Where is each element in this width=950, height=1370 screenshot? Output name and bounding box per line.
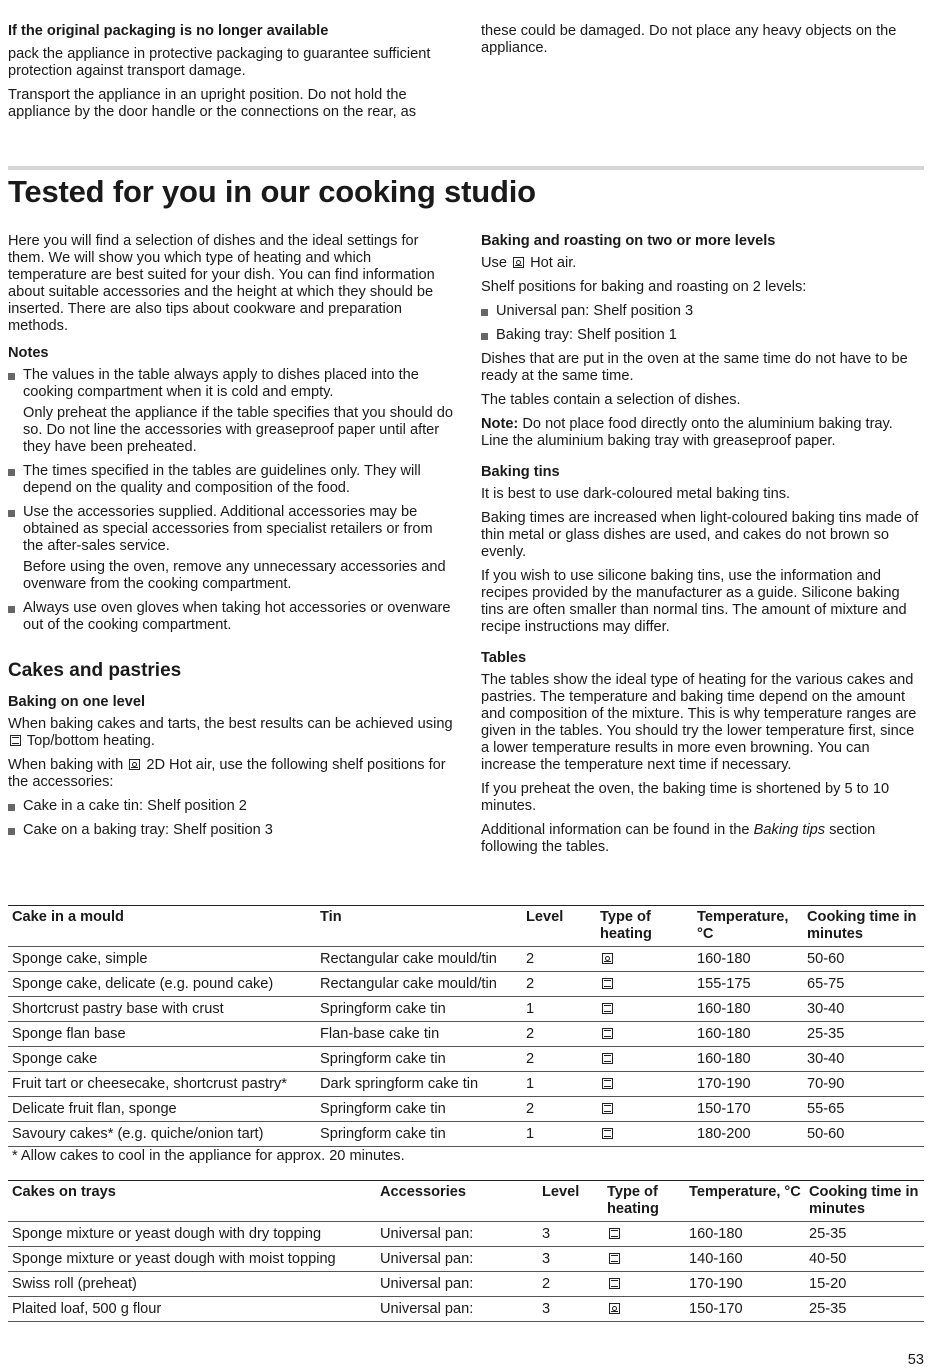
top-bottom-heating-icon (602, 1078, 613, 1089)
table-cell: 170-190 (693, 1072, 803, 1097)
top-bottom-heating-icon (602, 1053, 613, 1064)
tables-paragraph-3: Additional information can be found in the Baking tips section following the tables. (481, 822, 876, 855)
list-item: The values in the table always apply to dishes placed into the cooking compartment when it is cold and empty. Only preheat the appliance if the table specifies that you should do so. Do not line the accessories with greaseproof paper until after they have been preheated. (8, 367, 453, 456)
list-item: The times specified in the tables are guidelines only. They will depend on the quality and composition of the food. (8, 463, 453, 497)
same-time-paragraph: Dishes that are put in the oven at the same time do not have to be ready at the same time. (481, 351, 908, 384)
hot-air-paragraph: When baking with 2D Hot air, use the following shelf positions for the accessories: (8, 757, 446, 790)
tables-paragraph-2: If you preheat the oven, the baking time is shortened by 5 to 10 minutes. (481, 781, 890, 814)
table-cell: Plaited loaf, 500 g flour (8, 1297, 376, 1322)
table-cell: 50-60 (803, 947, 924, 972)
heating-type-cell (596, 947, 693, 972)
heating-type-cell (596, 1047, 693, 1072)
table-cell: Rectangular cake mould/tin (316, 947, 522, 972)
tins-paragraph-3: If you wish to use silicone baking tins, use the information and recipes provided by the manufacturer as a guide. Silicone baking tins are often smaller than normal tins. The amount of mixture and recipe instructions may differ. (481, 568, 907, 635)
column-header: Tin (316, 906, 522, 947)
table-cell: 160-180 (693, 1047, 803, 1072)
column-header: Accessories (376, 1181, 538, 1222)
heating-type-cell (596, 1097, 693, 1122)
section-divider (8, 166, 924, 170)
two-level-shelf-list (481, 303, 921, 344)
heating-type-cell (596, 997, 693, 1022)
hot-air-2d-icon (129, 759, 140, 770)
transport-continued: these could be damaged. Do not place any heavy objects on the appliance. (481, 23, 897, 56)
hot-air-2d-icon (602, 953, 613, 964)
table-row (8, 1022, 924, 1047)
column-header: Level (538, 1181, 603, 1222)
packaging-paragraph: pack the appliance in protective packaging to guarantee sufficient protection against transport damage. (8, 46, 431, 79)
table-cell: 2 (522, 1097, 596, 1122)
table-footnote: * Allow cakes to cool in the appliance for approx. 20 minutes. (12, 1148, 405, 1164)
table-row (8, 1097, 924, 1122)
table-cell: Universal pan: (376, 1297, 538, 1322)
table-cell: 1 (522, 1072, 596, 1097)
tables-contain-paragraph: The tables contain a selection of dishes. (481, 392, 741, 408)
table-cell: 30-40 (803, 997, 924, 1022)
baking-tins-heading: Baking tins (481, 464, 560, 480)
left-column (8, 233, 453, 846)
list-item: Baking tray: Shelf position 1 (481, 327, 921, 344)
table-cell: 160-180 (693, 947, 803, 972)
column-header: Cake in a mould (8, 906, 316, 947)
heating-type-cell (603, 1222, 685, 1247)
table-cell: Springform cake tin (316, 997, 522, 1022)
table-row (8, 997, 924, 1022)
two-levels-heading: Baking and roasting on two or more levels (481, 233, 776, 249)
table-cell: Fruit tart or cheesecake, shortcrust pastry* (8, 1072, 316, 1097)
column-header: Type of heating (596, 906, 693, 947)
top-bottom-heating-icon (609, 1278, 620, 1289)
column-header: Level (522, 906, 596, 947)
top-bottom-heating-icon (602, 1003, 613, 1014)
table-cell: 3 (538, 1247, 603, 1272)
table-row (8, 972, 924, 997)
list-item: Use the accessories supplied. Additional accessories may be obtained as special accessories from specialist retailers or from the after-sales service. Before using the oven, remove any unnecessary accessories and ovenware from the cooking compartment. (8, 504, 453, 593)
table-cell: 70-90 (803, 1072, 924, 1097)
column-header: Type of heating (603, 1181, 685, 1222)
table-cell: 2 (538, 1272, 603, 1297)
table-header-row (8, 906, 924, 947)
notes-list (8, 367, 453, 634)
table-cell: 2 (522, 972, 596, 997)
table-row (8, 1247, 924, 1272)
table-cell: Universal pan: (376, 1247, 538, 1272)
shelf-intro: Shelf positions for baking and roasting on 2 levels: (481, 279, 807, 295)
table-cell: 65-75 (803, 972, 924, 997)
table-cell: Sponge mixture or yeast dough with moist topping (8, 1247, 376, 1272)
table-row (8, 1297, 924, 1322)
table-cell: 50-60 (803, 1122, 924, 1147)
table-cell: 155-175 (693, 972, 803, 997)
table-cell: 3 (538, 1297, 603, 1322)
one-level-heading: Baking on one level (8, 694, 146, 710)
table-cell: 150-170 (685, 1297, 805, 1322)
table-row (8, 1122, 924, 1147)
table-cell: 55-65 (803, 1097, 924, 1122)
top-bottom-heating-icon (602, 1128, 613, 1139)
table-cell: 2 (522, 1047, 596, 1072)
shelf-position-list (8, 798, 453, 839)
table-cell: Flan-base cake tin (316, 1022, 522, 1047)
table-cell: 150-170 (693, 1097, 803, 1122)
heating-type-cell (596, 1122, 693, 1147)
table-cell: 1 (522, 1122, 596, 1147)
table-cell: 25-35 (803, 1022, 924, 1047)
hot-air-icon (513, 257, 524, 268)
table-cell: Delicate fruit flan, sponge (8, 1097, 316, 1122)
table-cell: 1 (522, 997, 596, 1022)
top-left-column (8, 23, 453, 128)
heating-type-cell (603, 1272, 685, 1297)
list-item: Cake in a cake tin: Shelf position 2 (8, 798, 453, 815)
table-cell: Universal pan: (376, 1222, 538, 1247)
heating-type-cell (603, 1297, 685, 1322)
top-right-column (481, 23, 921, 64)
table-row (8, 1272, 924, 1297)
heating-type-cell (596, 1022, 693, 1047)
tables-paragraph-1: The tables show the ideal type of heating for the various cakes and pastries. The temperature and baking time depend on the amount and composition of the mixture. This is why temperature ranges are given in the tables. You should try the lower temperature first, since a lower temperature results in more even browning. You can increase the temperature next time if necessary. (481, 672, 917, 773)
note-paragraph: Note: Do not place food directly onto the aluminium baking tray. Line the aluminium baking tray with greaseproof paper. (481, 416, 893, 449)
table-cell: 160-180 (693, 1022, 803, 1047)
cake-in-mould-table (8, 905, 924, 1147)
column-header: Cooking time in minutes (803, 906, 924, 947)
table-cell: Springform cake tin (316, 1047, 522, 1072)
column-header: Cooking time in minutes (805, 1181, 924, 1222)
table-cell: 25-35 (805, 1222, 924, 1247)
table-cell: 180-200 (693, 1122, 803, 1147)
heating-type-cell (603, 1247, 685, 1272)
column-header: Cakes on trays (8, 1181, 376, 1222)
table-cell: Shortcrust pastry base with crust (8, 997, 316, 1022)
top-bottom-heating-icon (609, 1228, 620, 1239)
table-cell: 2 (522, 1022, 596, 1047)
table-cell: 170-190 (685, 1272, 805, 1297)
transport-paragraph: Transport the appliance in an upright position. Do not hold the appliance by the door handle or the connections on the rear, as (8, 87, 417, 120)
table-row (8, 947, 924, 972)
table-cell: Swiss roll (preheat) (8, 1272, 376, 1297)
tins-paragraph-2: Baking times are increased when light-coloured baking tins made of thin metal or glass dishes are used, and cakes do not brown so evenly. (481, 510, 919, 560)
table-cell: Savoury cakes* (e.g. quiche/onion tart) (8, 1122, 316, 1147)
list-item: Cake on a baking tray: Shelf position 3 (8, 822, 453, 839)
page-number: 53 (907, 1352, 924, 1368)
heating-type-cell (596, 972, 693, 997)
hot-air-instruction: Use Hot air. (481, 255, 577, 271)
table-cell: 30-40 (803, 1047, 924, 1072)
tins-paragraph-1: It is best to use dark-coloured metal baking tins. (481, 486, 791, 502)
table-cell: 160-180 (693, 997, 803, 1022)
intro-paragraph: Here you will find a selection of dishes and the ideal settings for them. We will show you which type of heating and which temperature are best suited for your dish. You can find information about suitable accessories and the height at which they should be inserted. There are also tips about cookware and preparation methods. (8, 233, 435, 334)
table-cell: Sponge flan base (8, 1022, 316, 1047)
cakes-on-trays-table (8, 1180, 924, 1322)
table-cell: 140-160 (685, 1247, 805, 1272)
column-header: Temperature, °C (685, 1181, 805, 1222)
tables-heading: Tables (481, 650, 527, 666)
top-bottom-heating-icon (602, 1103, 613, 1114)
table-cell: 25-35 (805, 1297, 924, 1322)
table-cell: Sponge cake, simple (8, 947, 316, 972)
cakes-heading: Cakes and pastries (8, 660, 182, 681)
table-cell: 160-180 (685, 1222, 805, 1247)
heating-type-cell (596, 1072, 693, 1097)
one-level-paragraph: When baking cakes and tarts, the best results can be achieved using Top/bottom heating. (8, 716, 453, 749)
top-bottom-heating-icon (602, 1028, 613, 1039)
table-cell: 2 (522, 947, 596, 972)
table-cell: Dark springform cake tin (316, 1072, 522, 1097)
table-row (8, 1222, 924, 1247)
list-item: Always use oven gloves when taking hot accessories or ovenware out of the cooking compartment. (8, 600, 453, 634)
table-cell: 3 (538, 1222, 603, 1247)
page-title: Tested for you in our cooking studio (8, 174, 536, 209)
column-header: Temperature, °C (693, 906, 803, 947)
table-cell: Springform cake tin (316, 1122, 522, 1147)
top-bottom-heating-icon (609, 1253, 620, 1264)
notes-heading: Notes (8, 345, 49, 361)
table-header-row (8, 1181, 924, 1222)
table-cell: Sponge cake, delicate (e.g. pound cake) (8, 972, 316, 997)
table-cell: Sponge cake (8, 1047, 316, 1072)
hot-air-2d-icon (609, 1303, 620, 1314)
top-bottom-heating-icon (10, 735, 21, 746)
packaging-heading: If the original packaging is no longer available (8, 23, 329, 39)
table-cell: 40-50 (805, 1247, 924, 1272)
table-row (8, 1072, 924, 1097)
table-cell: Rectangular cake mould/tin (316, 972, 522, 997)
right-column (481, 233, 921, 863)
list-item: Universal pan: Shelf position 3 (481, 303, 921, 320)
table-row (8, 1047, 924, 1072)
top-bottom-heating-icon (602, 978, 613, 989)
table-cell: 15-20 (805, 1272, 924, 1297)
table-cell: Springform cake tin (316, 1097, 522, 1122)
table-cell: Universal pan: (376, 1272, 538, 1297)
table-cell: Sponge mixture or yeast dough with dry topping (8, 1222, 376, 1247)
